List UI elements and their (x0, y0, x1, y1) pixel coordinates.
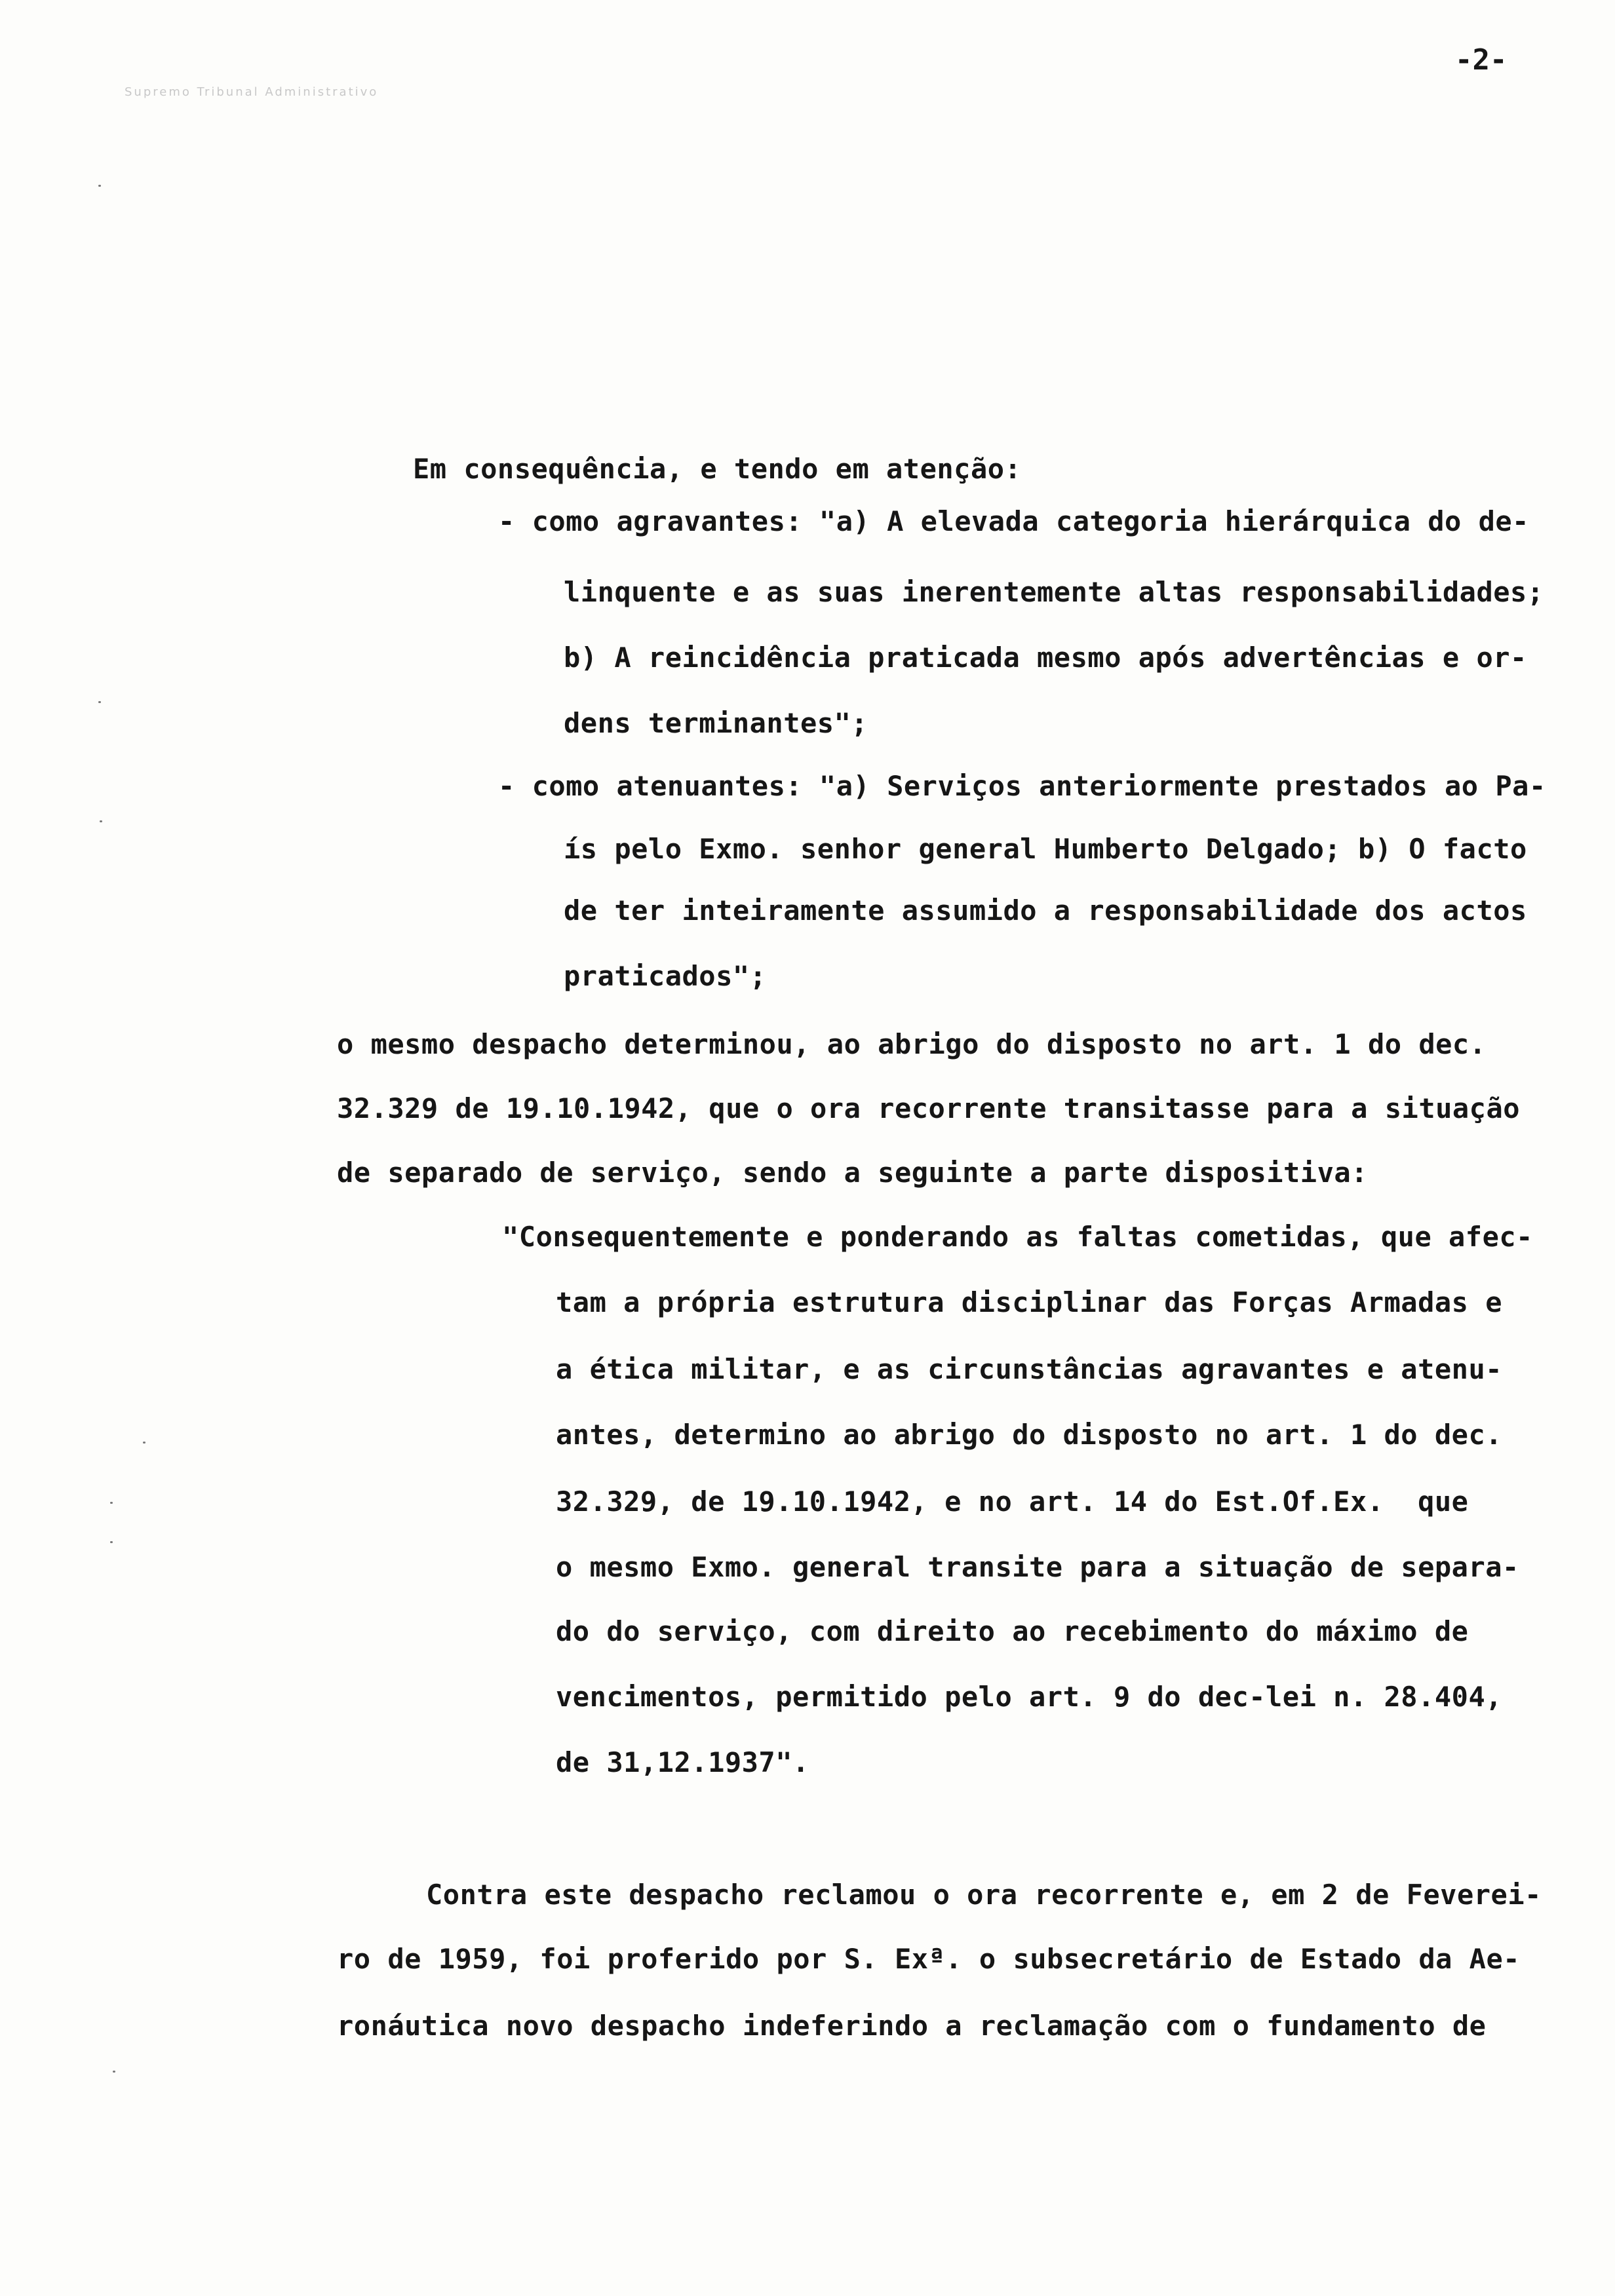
text-line: 32.329, de 19.10.1942, e no art. 14 do Est.Of.Ex. que (556, 1485, 1469, 1518)
text-line: o mesmo despacho determinou, ao abrigo do disposto no art. 1 do dec. (337, 1028, 1487, 1060)
text-line: b) A reincidência praticada mesmo após advertências e or- (564, 641, 1527, 674)
scan-speck (113, 2071, 115, 2073)
text-line: praticados"; (564, 960, 767, 992)
scan-speck (98, 185, 101, 187)
text-line: do do serviço, com direito ao recebimento do máximo de (556, 1615, 1469, 1647)
faint-header: Supremo Tribunal Administrativo (125, 85, 379, 99)
text-line: - como agravantes: "a) A elevada categoria hierárquica do de- (498, 505, 1529, 537)
scan-speck (110, 1502, 113, 1504)
text-line: de separado de serviço, sendo a seguinte a parte dispositiva: (337, 1157, 1368, 1189)
text-line: tam a própria estrutura disciplinar das Forças Armadas e (556, 1286, 1503, 1318)
text-line: Em consequência, e tendo em atenção: (413, 453, 1022, 485)
text-line: - como atenuantes: "a) Serviços anteriormente prestados ao Pa- (498, 770, 1546, 802)
scan-speck (100, 820, 102, 822)
text-line: o mesmo Exmo. general transite para a situação de separa- (556, 1551, 1519, 1583)
text-line: ronáutica novo despacho indeferindo a reclamação com o fundamento de (337, 2010, 1487, 2042)
text-line: ro de 1959, foi proferido por S. Exª. o subsecretário de Estado da Ae- (337, 1943, 1521, 1975)
text-line: a ética militar, e as circunstâncias agravantes e atenu- (556, 1353, 1503, 1385)
text-line: de 31,12.1937". (556, 1746, 809, 1778)
scan-speck (110, 1541, 113, 1543)
text-line: antes, determino ao abrigo do disposto no art. 1 do dec. (556, 1419, 1503, 1451)
text-line: linquente e as suas inerentemente altas responsabilidades; (564, 576, 1544, 608)
text-line: 32.329 de 19.10.1942, que o ora recorrente transitasse para a situação (337, 1092, 1521, 1124)
text-line: ís pelo Exmo. senhor general Humberto Delgado; b) O facto (564, 833, 1527, 865)
text-line: dens terminantes"; (564, 707, 868, 739)
text-line: Contra este despacho reclamou o ora recorrente e, em 2 de Feverei- (426, 1879, 1542, 1911)
page-number: -2- (1455, 43, 1508, 77)
text-line: vencimentos, permitido pelo art. 9 do dec-lei n. 28.404, (556, 1681, 1503, 1713)
scan-speck (143, 1442, 146, 1444)
text-line: "Consequentemente e ponderando as faltas cometidas, que afec- (502, 1221, 1533, 1253)
scan-speck (98, 701, 101, 703)
text-line: de ter inteiramente assumido a responsabilidade dos actos (564, 894, 1527, 927)
